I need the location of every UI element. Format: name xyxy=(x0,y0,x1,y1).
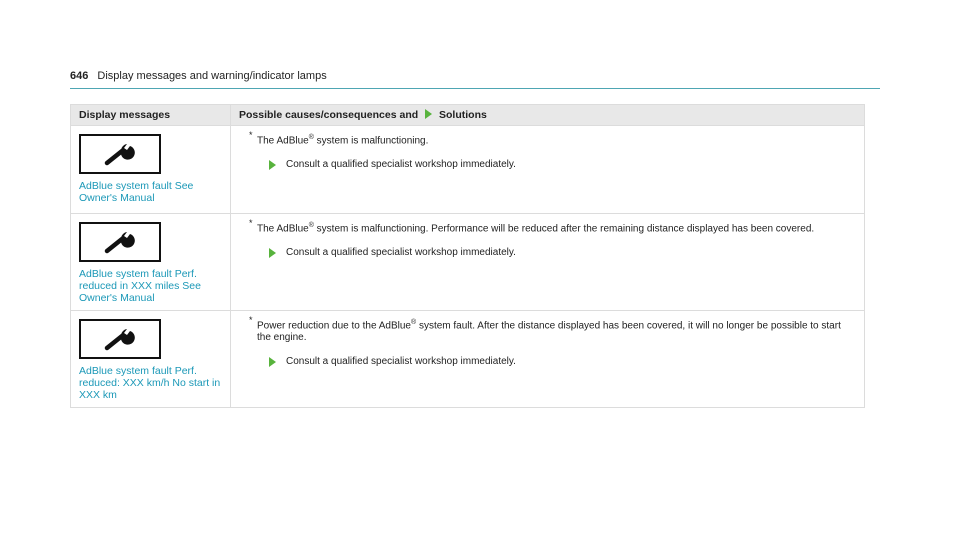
page-header xyxy=(70,70,880,89)
footnote-star: * xyxy=(249,130,253,140)
cause-text xyxy=(249,220,856,235)
page-title: Display messages and warning/indicator lamps xyxy=(97,70,327,82)
col-header-display-messages: Display messages xyxy=(71,105,231,126)
cause-part-b: system fault. After the distance displayed has been covered, it will no longer be possible to start the engine. xyxy=(257,320,841,344)
col-header-causes-solutions xyxy=(231,105,865,126)
col-header-causes: Possible causes/consequences and xyxy=(239,109,419,121)
solution xyxy=(269,356,856,368)
cause-text xyxy=(249,132,856,147)
page-number: 646 xyxy=(70,70,89,82)
message-cell xyxy=(71,311,231,408)
message-text: AdBlue system fault Perf. reduced: XXX km/h No start in XXX km xyxy=(79,365,221,401)
arrow-right-icon xyxy=(269,357,276,367)
footnote-star: * xyxy=(249,315,253,325)
cause-part-a: The AdBlue xyxy=(257,135,309,147)
cause-cell xyxy=(231,214,865,311)
registered-mark: ® xyxy=(308,134,314,141)
table-row xyxy=(71,311,865,408)
cause-part-a: The AdBlue xyxy=(257,223,309,235)
message-cell xyxy=(71,214,231,311)
cause-part-b: system is malfunctioning. xyxy=(313,135,429,147)
cause-cell xyxy=(231,311,865,408)
cause-cell xyxy=(231,126,865,214)
solution xyxy=(269,159,856,171)
message-cell xyxy=(71,126,231,214)
registered-mark: ® xyxy=(308,222,314,229)
wrench-icon xyxy=(79,134,161,174)
message-text: AdBlue system fault Perf. reduced in XXX miles See Owner's Manual xyxy=(79,268,201,304)
arrow-right-icon xyxy=(269,160,276,170)
cause-part-a: Power reduction due to the AdBlue xyxy=(257,320,411,332)
table-row xyxy=(71,126,865,214)
registered-mark: ® xyxy=(411,319,417,326)
footnote-star: * xyxy=(249,218,253,228)
solution xyxy=(269,247,856,259)
solution-text: Consult a qualified specialist workshop immediately. xyxy=(286,159,516,171)
wrench-icon xyxy=(79,319,161,359)
cause-text xyxy=(249,317,856,344)
wrench-icon xyxy=(79,222,161,262)
solution-text: Consult a qualified specialist workshop immediately. xyxy=(286,247,516,259)
cause-part-b: system is malfunctioning. Performance will be reduced after the remaining distance displayed has been covered. xyxy=(313,223,815,235)
col-header-solutions: Solutions xyxy=(439,109,487,121)
table-row xyxy=(71,214,865,311)
solution-text: Consult a qualified specialist workshop immediately. xyxy=(286,356,516,368)
table-header-row xyxy=(71,105,865,126)
arrow-right-icon xyxy=(269,248,276,258)
message-text: AdBlue system fault See Owner's Manual xyxy=(79,180,194,204)
arrow-right-icon xyxy=(425,109,432,119)
display-messages-table xyxy=(70,104,865,408)
